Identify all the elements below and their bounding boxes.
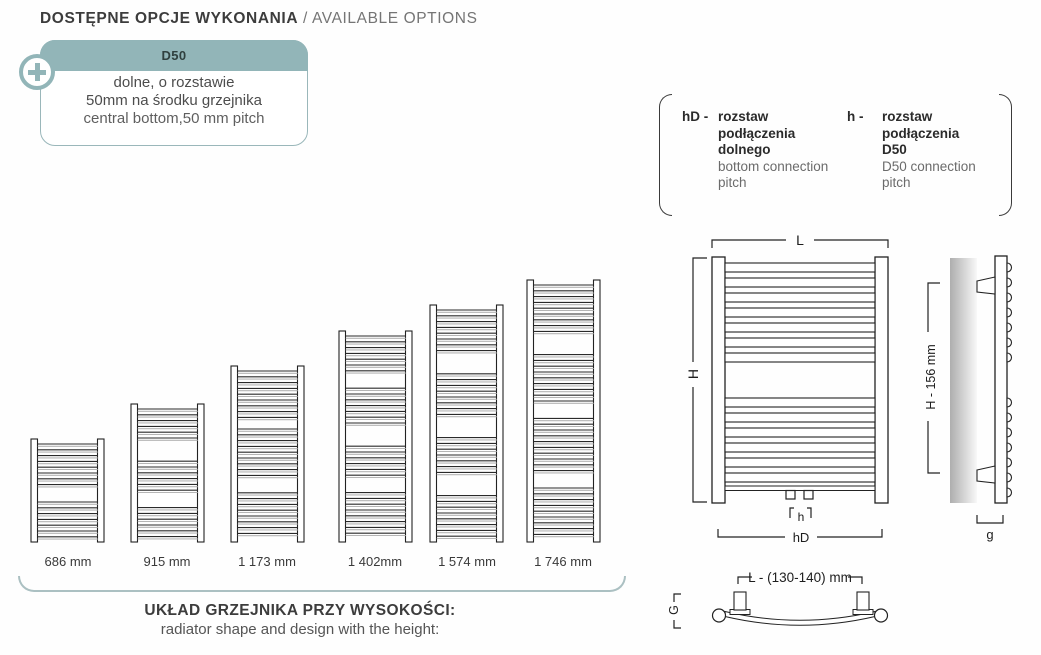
- legend-hd-pl-2: podłączenia: [718, 125, 796, 141]
- bottom-view-diagram: [667, 570, 888, 628]
- legend-hd-en-1: bottom connection: [718, 158, 829, 174]
- front-tube: [725, 443, 875, 452]
- bracket-foot-left: [730, 610, 750, 615]
- curved-tube: [725, 612, 875, 626]
- bottom-connection-stub: [786, 491, 795, 500]
- side-tube-end: [1007, 458, 1012, 467]
- legend-right-bracket: [999, 94, 1012, 216]
- option-line-en: central bottom,50 mm pitch: [83, 110, 265, 127]
- radiator-illustration: [526, 279, 602, 544]
- radiator-size-label: 1 402mm: [347, 554, 403, 569]
- dim-line-H: [693, 258, 707, 502]
- side-tube-end: [1007, 263, 1012, 272]
- radiator-illustration: [130, 403, 206, 544]
- radiator-size-label: 1 173 mm: [238, 554, 296, 569]
- option-card-d50: [40, 40, 308, 146]
- dim-line-H156: [928, 283, 940, 473]
- bracket-right: [857, 592, 869, 610]
- side-tube-end: [1007, 293, 1012, 302]
- front-tube: [725, 338, 875, 347]
- dim-label-H156: H - 156 mm: [924, 344, 938, 410]
- legend-hd-en-2: pitch: [718, 175, 747, 190]
- front-tube: [725, 458, 875, 467]
- radiator-size-label: 1 746 mm: [534, 554, 592, 569]
- radiator-size-label: 686 mm: [44, 554, 92, 569]
- legend-h-en-2: pitch: [882, 175, 911, 190]
- front-view-diagram: [685, 232, 888, 545]
- plus-icon: [19, 54, 55, 90]
- front-tube: [725, 428, 875, 437]
- side-tube-end: [1007, 413, 1012, 422]
- option-line-pl-2: 50mm na środku grzejnika: [86, 92, 262, 109]
- bottom-caption-pl: UKŁAD GRZEJNIKA PRZY WYSOKOŚCI:: [144, 602, 456, 619]
- legend-entry-h: [882, 109, 976, 192]
- radiator-size-label: 915 mm: [143, 554, 191, 569]
- front-tube: [725, 308, 875, 317]
- front-tube: [725, 278, 875, 287]
- legend-h-pl-2: podłączenia: [882, 125, 960, 141]
- dim-label-hD: hD: [792, 530, 810, 545]
- collector-end-right: [875, 609, 888, 622]
- bottom-caption-en: radiator shape and design with the height:: [160, 621, 440, 638]
- page-title-en: AVAILABLE OPTIONS: [312, 10, 478, 27]
- bracket-left: [734, 592, 746, 610]
- front-left-collector: [712, 257, 725, 503]
- page-title: [40, 10, 478, 28]
- front-tube: [725, 293, 875, 302]
- front-tube: [725, 353, 875, 362]
- front-bottom-rail: [725, 486, 875, 491]
- collector-end-left: [713, 609, 726, 622]
- option-line-pl-1: dolne, o rozstawie: [113, 74, 235, 91]
- wall-bracket-bottom: [977, 466, 995, 483]
- dim-label-G: G: [667, 605, 681, 615]
- dim-line-L: [712, 240, 888, 248]
- legend-h-en-1: D50 connection: [882, 158, 976, 174]
- page-title-pl: DOSTĘPNE OPCJE WYKONANIA: [40, 10, 299, 27]
- page-title-separator: /: [298, 10, 312, 27]
- bottom-connection-stub: [804, 491, 813, 500]
- front-tubes: [725, 263, 875, 482]
- legend-h-pl-1: rozstaw: [882, 109, 933, 124]
- front-tube: [725, 263, 875, 272]
- front-tube: [725, 398, 875, 407]
- legend-left-bracket: [659, 94, 672, 216]
- legend-entry-hd: [718, 109, 828, 192]
- legend-h-pl-3: D50: [882, 142, 907, 157]
- side-tube-ends: [1007, 263, 1012, 497]
- side-tube-end: [1007, 308, 1012, 317]
- group-brace: [18, 576, 626, 592]
- side-tube-end: [1007, 338, 1012, 347]
- radiator-size-label: 1 574 mm: [438, 554, 496, 569]
- dim-label-H: H: [685, 368, 701, 380]
- wall-bracket-top: [977, 277, 995, 294]
- side-tube-end: [1007, 278, 1012, 287]
- front-right-collector: [875, 257, 888, 503]
- dim-label-h: h: [797, 510, 805, 524]
- dim-line-h: [790, 508, 811, 518]
- radiator-illustration: [230, 365, 306, 544]
- side-tube-end: [1007, 443, 1012, 452]
- side-collector: [995, 256, 1007, 503]
- dim-label-g: g: [986, 527, 994, 542]
- radiator-illustration: [429, 304, 505, 544]
- legend-symbol-hd: hD -: [682, 109, 709, 124]
- legend-hd-pl-1: rozstaw: [718, 109, 769, 124]
- option-card-description: [41, 74, 307, 128]
- side-tube-end: [1007, 428, 1012, 437]
- side-tube-end: [1007, 398, 1012, 407]
- dim-line-L-range: [738, 577, 862, 584]
- side-tube-end: [1007, 353, 1012, 362]
- bottom-caption: [60, 602, 540, 638]
- dim-line-g: [977, 515, 1003, 523]
- side-tube-end: [1007, 473, 1012, 482]
- wall-shading: [950, 258, 977, 503]
- dim-line-hD: [718, 529, 882, 537]
- front-tube: [725, 473, 875, 482]
- legend-symbol-h: h -: [847, 109, 864, 124]
- side-tube-end: [1007, 323, 1012, 332]
- dim-label-L-range: L - (130-140) mm: [748, 570, 852, 585]
- bracket-foot-right: [853, 610, 873, 615]
- front-tube: [725, 323, 875, 332]
- dim-line-G: [674, 594, 681, 628]
- side-tube-end: [1007, 488, 1012, 497]
- option-card-header: D50: [40, 40, 308, 71]
- radiator-illustration: [30, 438, 106, 544]
- dim-label-L: L: [796, 232, 804, 248]
- radiator-illustration: [338, 330, 414, 544]
- front-tube: [725, 413, 875, 422]
- side-view-diagram: [924, 256, 1012, 542]
- legend-hd-pl-3: dolnego: [718, 142, 771, 157]
